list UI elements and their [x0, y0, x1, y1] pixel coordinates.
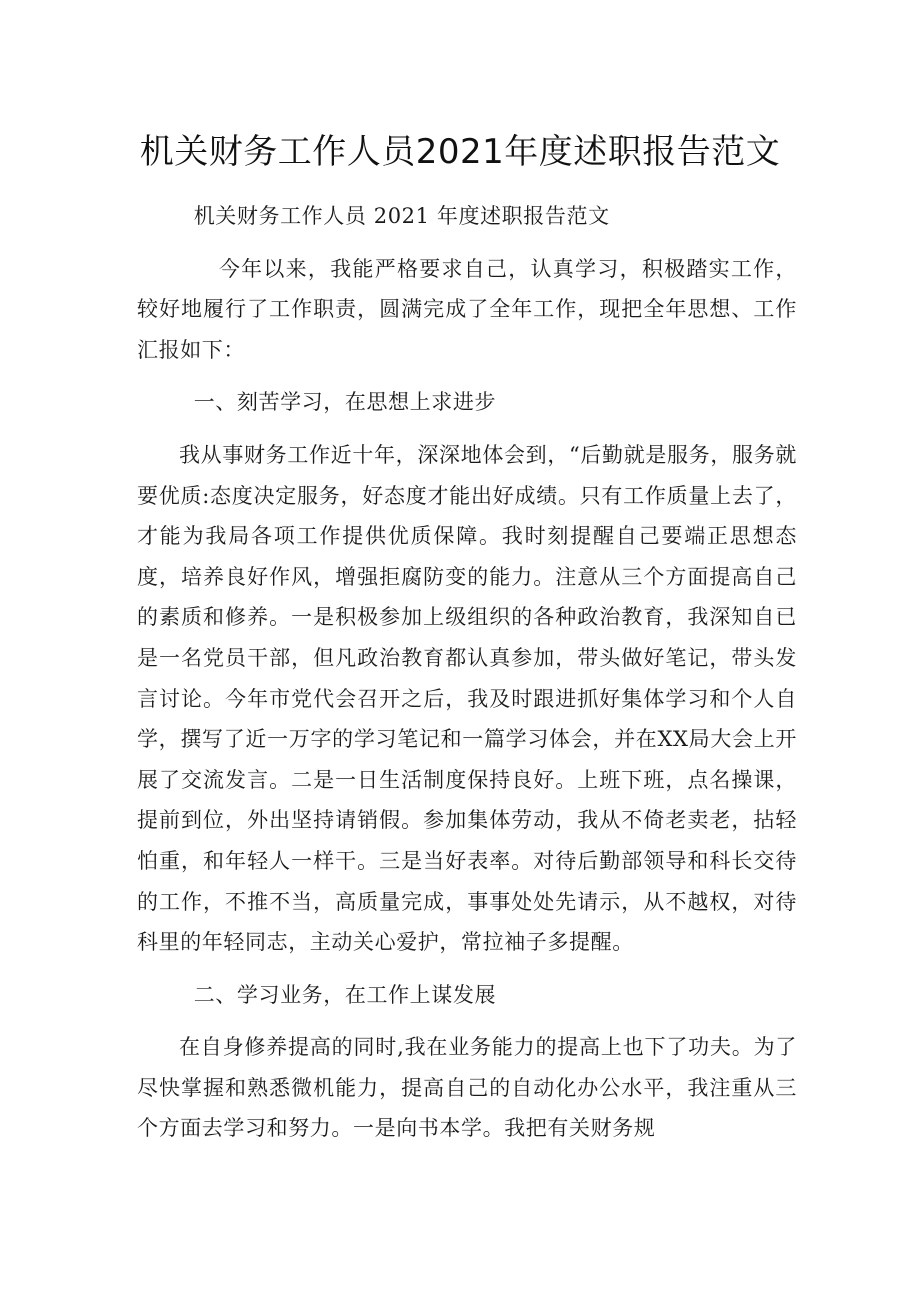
section-2-paragraph: 在自身修养提高的同时,我在业务能力的提高上也下了功夫。为了尽快掌握和熟悉微机能力，提高自己的自动化办公水平，我注重从三个方面去学习和努力。一是向书本学。我把有关财务规	[137, 1035, 797, 1141]
document-subtitle: 机关财务工作人员 2021 年度述职报告范文	[193, 204, 610, 228]
document-body	[137, 196, 797, 1149]
section-1-heading: 一、刻苦学习，在思想上求进步	[193, 390, 497, 415]
intro-paragraph: 今年以来，我能严格要求自己，认真学习，积极踏实工作，较好地履行了工作职责，圆满完成了全年工作，现把全年思想、工作汇报如下：	[137, 256, 797, 362]
section-1-paragraph: 我从事财务工作近十年，深深地体会到，“后勤就是服务，服务就要优质:态度决定服务，好态度才能出好成绩。只有工作质量上去了，才能为我局各项工作提供优质保障。我时刻提醒自己要端正思想态度，培养良好作风，增强拒腐防变的能力。注意从三个方面提高自己的素质和修养。一是积极参加上级组织的各种政治教育，我深知自已是一名党员干部，但凡政治教育都认真参加，带头做好笔记，带头发言讨论。今年市党代会召开之后，我及时跟进抓好集体学习和个人自学，撰写了近一万字的学习笔记和一篇学习体会，并在XX局大会上开展了交流发言。二是一日生活制度保持良好。上班下班，点名操课，提前到位，外出坚持请销假。参加集体劳动，我从不倚老卖老，拈轻怕重，和年轻人一样干。三是当好表率。对待后勤部领导和科长交待的工作，不推不当，高质量完成，事事处处先请示，从不越权，对待科里的年轻同志，主动关心爱护，常拉袖子多提醒。	[137, 442, 797, 955]
section-2-heading: 二、学习业务，在工作上谋发展	[193, 982, 497, 1007]
document-title: 机关财务工作人员2021年度述职报告范文	[139, 132, 781, 172]
